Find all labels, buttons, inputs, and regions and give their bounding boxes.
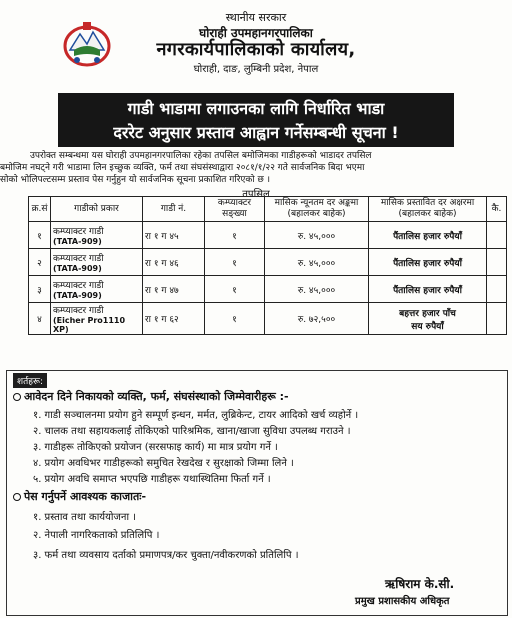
condition-item: ४. प्रयोग अवधिभर गाडीहरूको समुचित रेखदेख र सुरक्षाको जिम्मा लिने । xyxy=(33,458,294,469)
cell-number: रा १ ग ६२ xyxy=(143,303,205,335)
vehicle-type: कम्प्याक्टर गाडी xyxy=(53,306,104,316)
col-header-type: गाडीको प्रकार xyxy=(51,197,143,222)
banner-line-2: दररेट अनुसार प्रस्ताव आह्वान गर्नेसम्बन्धी सूचना ! xyxy=(113,123,399,142)
cell-remarks xyxy=(487,249,507,276)
cell-number: रा १ ग ४५ xyxy=(143,222,205,249)
col-header-words: मासिक प्रस्तावित दर अक्षरमा (बहालकर बाहेक) xyxy=(369,197,487,222)
intro-line-1: उपरोक्त सम्बन्धमा यस घोराही उपमहानगरपालिका रहेका तपसिल बमोजिमका गाडीहरूको भाडादर तपसिल xyxy=(30,151,372,161)
cell-remarks xyxy=(487,222,507,249)
vehicle-model: (TATA-909) xyxy=(53,264,102,273)
cell-count: १ xyxy=(205,249,265,276)
cell-type xyxy=(51,222,143,249)
document-item: २. नेपाली नागरिकताको प्रतिलिपि । xyxy=(33,530,160,541)
condition-item: २. चालक तथा सहायकलाई तोकिएको पारिश्रमिक, खाना/खाजा सुविधा उपलब्ध गराउने । xyxy=(33,426,351,437)
office-address: घोराही, दाङ, लुम्बिनी प्रदेश, नेपाल xyxy=(193,64,319,75)
cell-sn: १ xyxy=(29,222,51,249)
cell-sn: २ xyxy=(29,249,51,276)
conditions-label: शर्तहरू: xyxy=(13,373,47,388)
table-row xyxy=(29,276,507,303)
table-row xyxy=(29,249,507,276)
signatory-name: ऋषिराम के.सी. xyxy=(385,577,455,591)
cell-rate: रु. ४५,००० xyxy=(265,222,369,249)
vehicle-type: कम्प्याक्टर गाडी xyxy=(53,281,104,291)
banner-line-1: गाडी भाडामा लगाउनका लागि निर्धारित भाडा xyxy=(127,99,385,118)
vehicle-model: (Eicher Pro1110 XP) xyxy=(53,316,126,334)
bullet-icon xyxy=(13,493,21,501)
cell-count: १ xyxy=(205,303,265,335)
cell-words: पैंतालिस हजार रुपैयाँ xyxy=(369,249,487,276)
header-line-1: स्थानीय सरकार xyxy=(225,11,287,24)
col-header-sn: क्र.सं xyxy=(29,197,51,222)
vehicle-model: (TATA-909) xyxy=(53,291,102,300)
bullet-icon xyxy=(13,393,21,401)
office-name: नगरकार्यपालिकाको कार्यालय, xyxy=(156,39,356,60)
cell-remarks xyxy=(487,276,507,303)
cell-remarks xyxy=(487,303,507,335)
condition-item: १. गाडी सञ्चालनमा प्रयोग हुने सम्पूर्ण इन्धन, मर्मत, लुब्रिकेन्ट, टायर आदिको खर्च व्यहोर्ने । xyxy=(33,410,359,421)
intro-line-3: सोको भोलिपल्टसम्म प्रस्ताव पेस गर्नुहुन यो सार्वजनिक सूचना प्रकाशित गरिएको छ । xyxy=(0,175,271,185)
notice-title-banner xyxy=(58,93,454,147)
cell-type xyxy=(51,249,143,276)
cell-number: रा १ ग ४६ xyxy=(143,249,205,276)
cell-rate: रु. ४५,००० xyxy=(265,249,369,276)
intro-line-2: बमोजिम नघट्ने गरी भाडामा लिन इच्छुक व्यक्ति, फर्म तथा संघसंस्थाद्वारा २०८१/१/२२ गते सार्वजनिक बिदा भएमा xyxy=(0,163,365,173)
cell-words: पैंतालिस हजार रुपैयाँ xyxy=(369,276,487,303)
cell-type xyxy=(51,276,143,303)
document-item: ३. फर्म तथा व्यवसाय दर्ताको प्रमाणपत्र/कर चुक्ता/नवीकरणको प्रतिलिपि । xyxy=(33,550,299,561)
col-header-count: कम्प्याक्टर सङ्ख्या xyxy=(205,197,265,222)
vehicle-type: कम्प्याक्टर गाडी xyxy=(53,227,104,237)
intro-paragraph xyxy=(0,150,502,186)
section-2-title-text: पेस गर्नुपर्ने आवश्यक काजातः- xyxy=(24,490,147,503)
cell-sn: ४ xyxy=(29,303,51,335)
col-header-number: गाडी नं. xyxy=(143,197,205,222)
table-title: तपसिल xyxy=(242,189,270,200)
cell-number: रा १ ग ४७ xyxy=(143,276,205,303)
cell-rate: रु. ४५,००० xyxy=(265,276,369,303)
conditions-section xyxy=(6,370,508,616)
condition-item: ५. प्रयोग अवधि समाप्त भएपछि गाडीहरू यथास्थितिमा फिर्ता गर्ने । xyxy=(33,474,271,485)
col-header-remarks: कै. xyxy=(487,197,507,222)
letterhead xyxy=(0,4,512,76)
table-row xyxy=(29,222,507,249)
header-line-2: घोराही उपमहानगरपालिका xyxy=(199,26,313,40)
cell-words xyxy=(369,303,487,335)
vehicle-table xyxy=(28,196,507,335)
cell-sn: ३ xyxy=(29,276,51,303)
cell-type xyxy=(51,303,143,335)
section-1-title-text: आवेदन दिने निकायको व्यक्ति, फर्म, संघसंस्थाको जिम्मेवारीहरू :- xyxy=(24,390,289,403)
condition-item: ३. गाडीहरू तोकिएको प्रयोजन (सरसफाइ कार्य) मा मात्र प्रयोग गर्ने । xyxy=(33,442,278,453)
words-line-1: बहत्तर हजार पाँच xyxy=(399,308,456,319)
col-header-rate: मासिक न्यूनतम दर अङ्कमा (बहालकर बाहेक) xyxy=(265,197,369,222)
section-1-title xyxy=(13,389,289,404)
cell-words: पैंतालिस हजार रुपैयाँ xyxy=(369,222,487,249)
table-row xyxy=(29,303,507,335)
cell-count: १ xyxy=(205,222,265,249)
vehicle-type: कम्प्याक्टर गाडी xyxy=(53,254,104,264)
section-2-title xyxy=(13,489,146,504)
signatory-title: प्रमुख प्रशासकीय अधिकृत xyxy=(355,596,450,607)
words-line-2: सय रुपैयाँ xyxy=(411,321,444,332)
table-header-row xyxy=(29,197,507,222)
cell-count: १ xyxy=(205,276,265,303)
cell-rate: रु. ७२,५०० xyxy=(265,303,369,335)
document-item: १. प्रस्ताव तथा कार्ययोजना । xyxy=(33,512,137,523)
vehicle-model: (TATA-909) xyxy=(53,237,102,246)
